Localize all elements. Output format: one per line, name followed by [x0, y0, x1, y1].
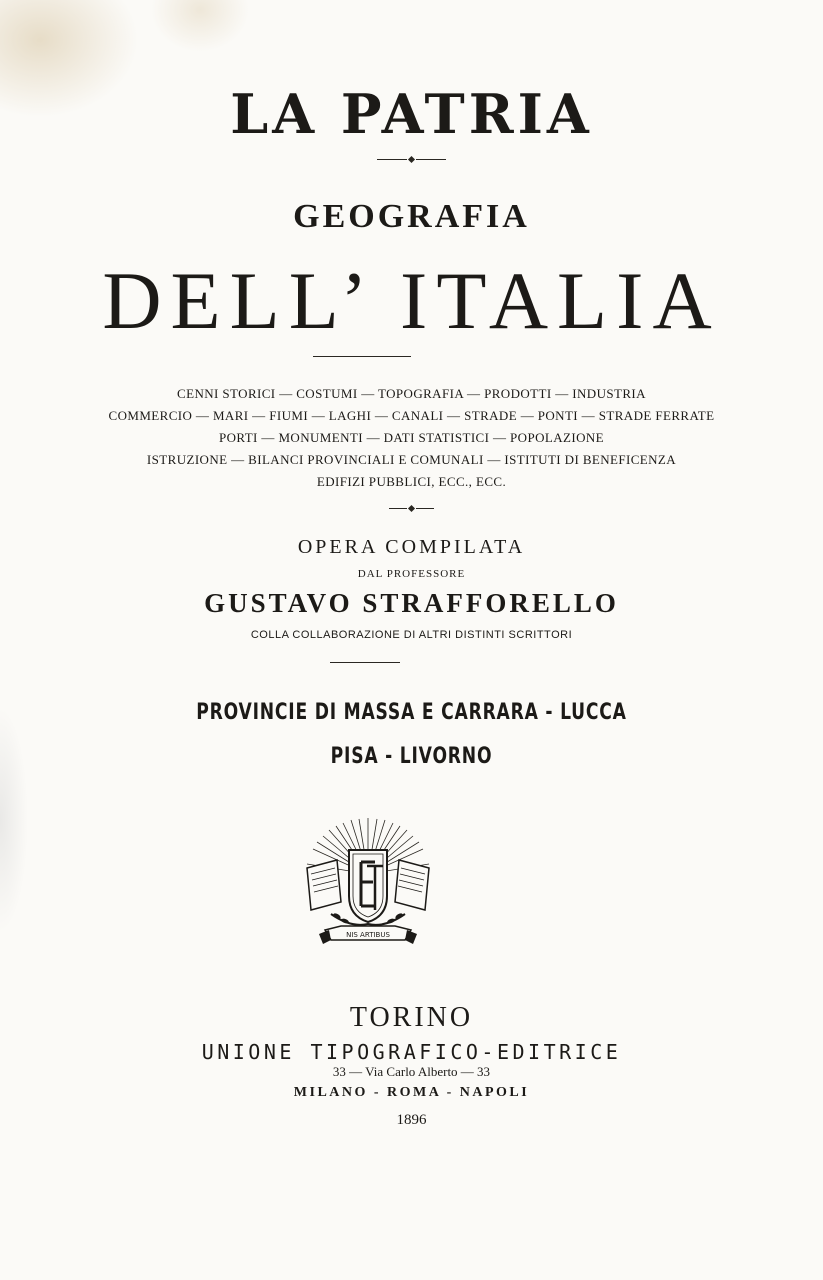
branch-cities: MILANO - ROMA - NAPOLI	[293, 1085, 530, 1100]
subtitle-geografia: GEOGRAFIA	[293, 198, 530, 235]
publication-city: TORINO	[349, 1002, 474, 1033]
topics-line-4: ISTRUZIONE — BILANCI PROVINCIALI E COMUNALI — ISTITUTI DI BENEFICENZA	[146, 452, 677, 467]
publisher-name: UNIONE TIPOGRAFICO-EDITRICE	[201, 1040, 622, 1064]
ornament-divider-middle	[0, 506, 823, 511]
publisher-emblem-icon	[301, 816, 435, 948]
dal-professore: DAL PROFESSORE	[357, 568, 466, 580]
author-name: GUSTAVO STRAFFORELLO	[204, 588, 619, 618]
rule-divider	[313, 356, 411, 357]
topics-line-3: PORTI — MONUMENTI — DATI STATISTICI — POPOLAZIONE	[218, 430, 604, 445]
emblem-motto: NIS ARTIBUS	[346, 931, 390, 939]
provinces-line-1: PROVINCIE DI MASSA E CARRARA - LUCCA	[196, 700, 627, 725]
topics-line-5: EDIFIZI PUBBLICI, ECC., ECC.	[316, 474, 507, 489]
ornament-divider-top	[0, 157, 823, 162]
collaboration-note: COLLA COLLABORAZIONE DI ALTRI DISTINTI SCRITTORI	[250, 629, 573, 641]
topics-line-2: COMMERCIO — MARI — FIUMI — LAGHI — CANALI — STRADE — PONTI — STRADE FERRATE	[108, 408, 715, 423]
provinces-line-2: PISA - LIVORNO	[330, 744, 493, 769]
opera-compilata: OPERA COMPILATA	[297, 536, 526, 558]
rule-divider-short	[330, 662, 400, 663]
topics-line-1: CENNI STORICI — COSTUMI — TOPOGRAFIA — PRODOTTI — INDUSTRIA	[177, 386, 646, 401]
publisher-address: 33 — Via Carlo Alberto — 33	[332, 1064, 491, 1079]
series-title: LA PATRIA	[230, 82, 593, 146]
subtitle-dellitalia: DELL’ ITALIA	[102, 255, 721, 346]
publication-year: 1896	[396, 1112, 427, 1128]
